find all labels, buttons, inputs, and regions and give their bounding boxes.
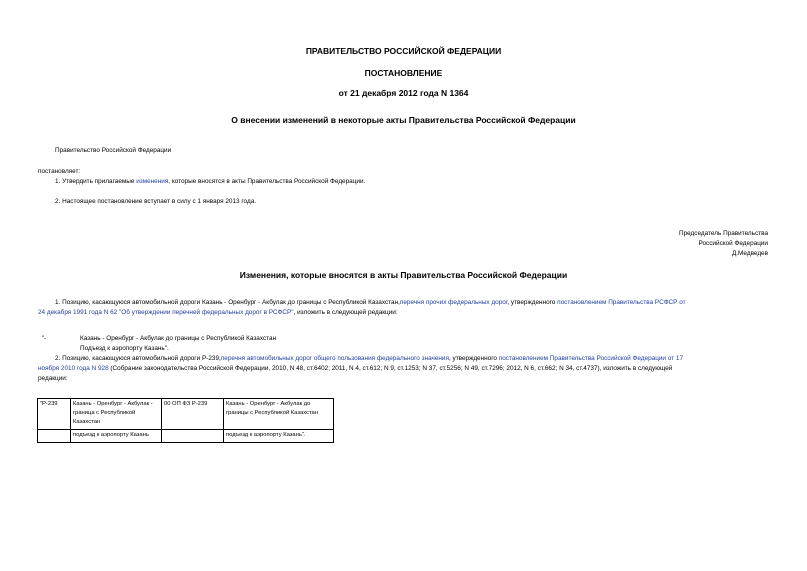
document-date-number: от 21 декабря 2012 года N 1364 — [338, 88, 469, 98]
government-heading: ПРАВИТЕЛЬСТВО РОССИЙСКОЙ ФЕДЕРАЦИИ — [305, 46, 502, 56]
table-cell: Казань - Оренбург - Акбулак до границы с Республикой Казахстан — [224, 399, 334, 430]
paragraph-1-text-mid: , утвержденного — [507, 299, 558, 306]
table-cell — [162, 430, 224, 443]
document-type: ПОСТАНОВЛЕНИЕ — [364, 68, 443, 78]
table-row — [38, 399, 334, 430]
signature-position: Председатель Правительства — [679, 230, 768, 237]
table-cell: подъезд к аэропорту Казань". — [224, 430, 334, 443]
paragraph-2-text-pre: 2. Позицию, касающуюся автомобильной дороги Р-239, — [55, 355, 221, 362]
changes-heading: Изменения, которые вносятся в акты Правительства Российской Федерации — [239, 270, 568, 280]
quote-mark: "- — [42, 335, 47, 342]
paragraph-1-line-1 — [55, 298, 686, 308]
item-1-text-pre: 1. Утвердить прилагаемые — [55, 178, 137, 185]
table-cell: подъезд к аэропорту Казань — [71, 430, 162, 443]
paragraph-1-line-2 — [38, 308, 398, 318]
item-1-text-post: , которые вносятся в акты Правительства Российской Федерации. — [168, 178, 366, 185]
document-title: О внесении изменений в некоторые акты Правительства Российской Федерации — [231, 115, 576, 125]
paragraph-2-tail: редакции: — [38, 375, 68, 382]
signature-org: Российской Федерации — [698, 240, 768, 247]
rf-resolution-link[interactable]: постановлением Правительства Российской Федерации от 17 — [498, 355, 683, 362]
item-1 — [55, 177, 365, 187]
quote-line-2: Подъезд к аэропорту Казань". — [80, 345, 169, 352]
table-cell — [38, 430, 71, 443]
table-cell: 00 ОП ФЗ Р-239 — [162, 399, 224, 430]
federal-roads-list-link[interactable]: перечня прочих федеральных дорог — [399, 299, 508, 306]
signature-name: Д.Медведев — [731, 250, 768, 257]
paragraph-1-text-pre: 1. Позицию, касающуюся автомобильной дороги Казань - Оренбург - Акбулак до границы с Республикой Казахстан, — [55, 299, 400, 306]
paragraph-2-line-1 — [55, 354, 683, 364]
intro-text: Правительство Российской Федерации — [55, 147, 172, 154]
paragraph-2-text-post: (Собрание законодательства Российской Федерации, 2010, N 48, ст.6402; 2011, N 4, ст.612; N 9, ст.1253; N 37, ст.5256; N 49, ст.7296; 2012, N 6, ст.662; N 34, ст.4737), изложить в следующей — [108, 365, 673, 372]
item-2: 2. Настоящее постановление вступает в силу с 1 января 2013 года. — [55, 198, 257, 205]
quote-line-1: Казань - Оренбург - Акбулак до границы с Республикой Казахстан — [80, 335, 277, 342]
paragraph-2-text-mid: , утвержденного — [448, 355, 499, 362]
rsfsr-resolution-link-cont[interactable]: 24 декабря 1991 года N 62 "Об утверждении перечней федеральных дорог в РСФСР" — [38, 309, 294, 316]
table-row — [38, 430, 334, 443]
public-roads-list-link[interactable]: перечня автомобильных дорог общего пользования федерального значения — [220, 355, 449, 362]
rf-resolution-link-cont[interactable]: ноября 2010 года N 928 — [38, 365, 109, 372]
rsfsr-resolution-link[interactable]: постановлением Правительства РСФСР от — [557, 299, 686, 306]
table-cell: Казань - Оренбург - Акбулак - граница с Республикой Казахстан — [71, 399, 162, 430]
paragraph-2-line-2 — [38, 364, 770, 374]
table-cell: "Р-239 — [38, 399, 71, 430]
road-position-table — [37, 398, 334, 443]
resolves-text: постановляет: — [38, 168, 81, 175]
paragraph-1-text-post: , изложить в следующей редакции: — [293, 309, 398, 316]
changes-link[interactable]: изменения — [136, 178, 169, 185]
